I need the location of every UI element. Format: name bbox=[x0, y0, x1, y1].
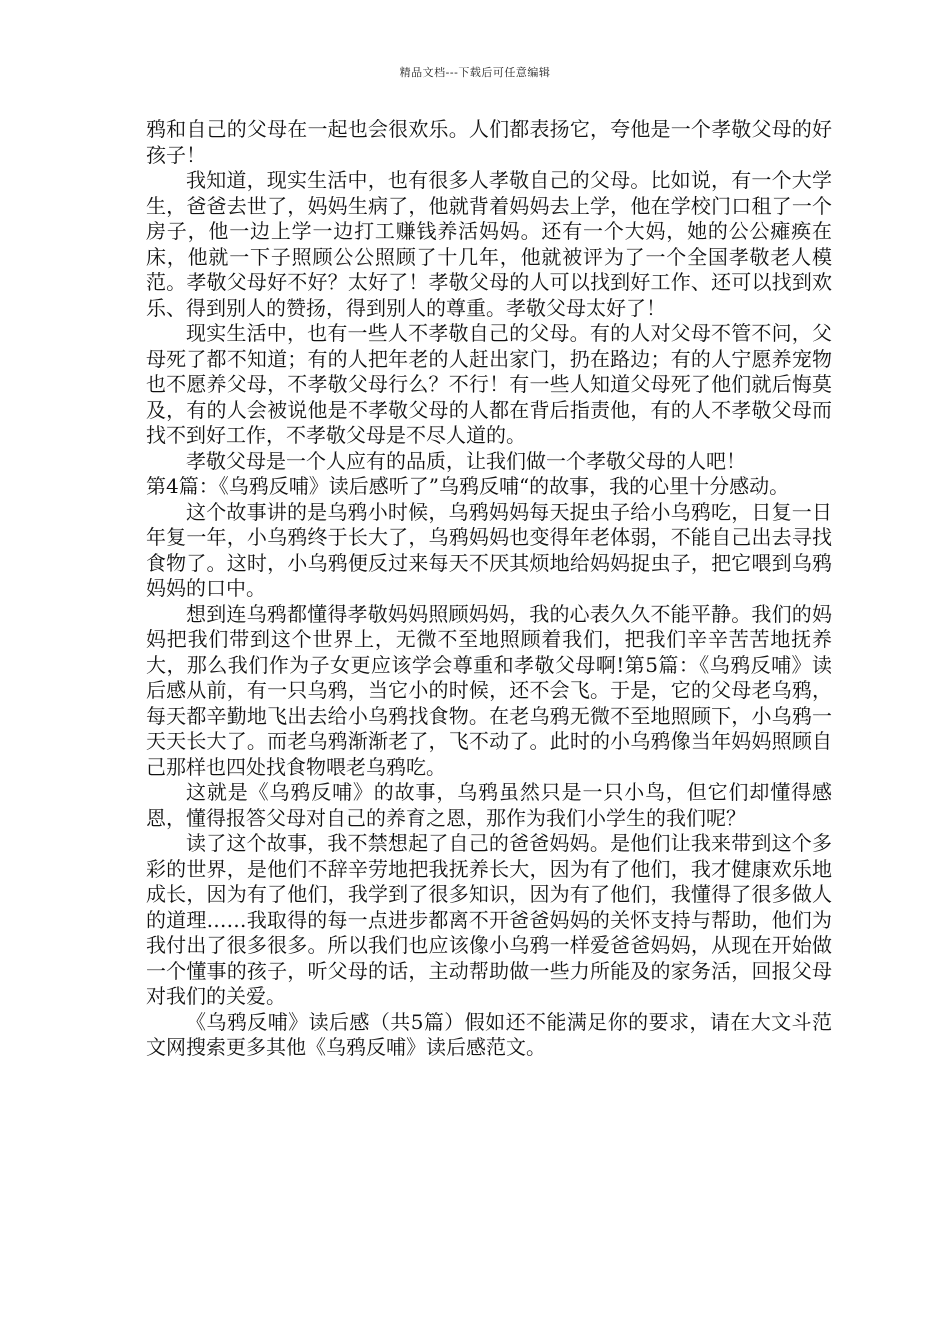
paragraph: 现实生活中，也有一些人不孝敬自己的父母。有的人对父母不管不问，父母死了都不知道；有的人把年老的人赶出家门，扔在路边；有的人宁愿养宠物也不愿养父母，不孝敬父母行么？不行！有一些人知道父母死了他们就后悔莫及，有的人会被说他是不孝敬父母的人都在背后指责他，有的人不孝敬父母而找不到好工作，不孝敬父母是不尽人道的。 bbox=[146, 321, 832, 447]
document-body bbox=[146, 117, 832, 1061]
paragraph: 我知道，现实生活中，也有很多人孝敬自己的父母。比如说，有一个大学生，爸爸去世了，妈妈生病了，他就背着妈妈去上学，他在学校门口租了一个房子，他一边上学一边打工赚钱养活妈妈。还有一个大妈，她的公公瘫痪在床，他就一下子照顾公公照顾了十几年，他就被评为了一个全国孝敬老人模范。孝敬父母好不好？太好了！孝敬父母的人可以找到好工作、还可以找到欢乐、得到别人的赞扬，得到别人的尊重。孝敬父母太好了！ bbox=[146, 168, 832, 320]
page-header: 精品文档---下载后可任意编辑 bbox=[399, 66, 551, 79]
paragraph: 读了这个故事，我不禁想起了自己的爸爸妈妈。是他们让我来带到这个多彩的世界，是他们不辞辛劳地把我抚养长大，因为有了他们，我才健康欢乐地成长，因为有了他们，我学到了很多知识，因为有了他们，我懂得了很多做人的道理……我取得的每一点进步都离不开爸爸妈妈的关怀支持与帮助，他们为我付出了很多很多。所以我们也应该像小乌鸦一样爱爸爸妈妈，从现在开始做一个懂事的孩子，听父母的话，主动帮助做一些力所能及的家务活，回报父母对我们的关爱。 bbox=[146, 831, 832, 1008]
paragraph: 第4篇：《乌鸦反哺》读后感听了”乌鸦反哺“的故事，我的心里十分感动。 bbox=[146, 474, 790, 498]
paragraph: 这就是《乌鸦反哺》的故事，乌鸦虽然只是一只小鸟，但它们却懂得感恩，懂得报答父母对自己的养育之恩，那作为我们小学生的我们呢？ bbox=[146, 780, 832, 830]
paragraph: 这个故事讲的是乌鸦小时候，乌鸦妈妈每天捉虫子给小乌鸦吃，日复一日年复一年，小乌鸦终于长大了，乌鸦妈妈也变得年老体弱，不能自己出去寻找食物了。这时，小乌鸦便反过来每天不厌其烦地给妈妈捉虫子，把它喂到乌鸦妈妈的口中。 bbox=[146, 499, 832, 600]
paragraph: 孝敬父母是一个人应有的品质，让我们做一个孝敬父母的人吧！ bbox=[186, 448, 746, 473]
paragraph: 鸦和自己的父母在一起也会很欢乐。人们都表扬它，夸他是一个孝敬父母的好孩子！ bbox=[146, 117, 832, 167]
paragraph: 《乌鸦反哺》读后感（共5篇）假如还不能满足你的要求，请在大文斗范文网搜索更多其他《乌鸦反哺》读后感范文。 bbox=[146, 1009, 832, 1059]
paragraph: 想到连乌鸦都懂得孝敬妈妈照顾妈妈，我的心表久久不能平静。我们的妈妈把我们带到这个世界上，无微不至地照顾着我们，把我们辛辛苦苦地抚养大，那么我们作为子女更应该学会尊重和孝敬父母啊!第5篇：《乌鸦反哺》读后感从前，有一只乌鸦，当它小的时候，还不会飞。于是，它的父母老乌鸦，每天都辛勤地飞出去给小乌鸦找食物。在老乌鸦无微不至地照顾下，小乌鸦一天天长大了。而老乌鸦渐渐老了，飞不动了。此时的小乌鸦像当年妈妈照顾自己那样也四处找食物喂老乌鸦吃。 bbox=[146, 601, 832, 779]
